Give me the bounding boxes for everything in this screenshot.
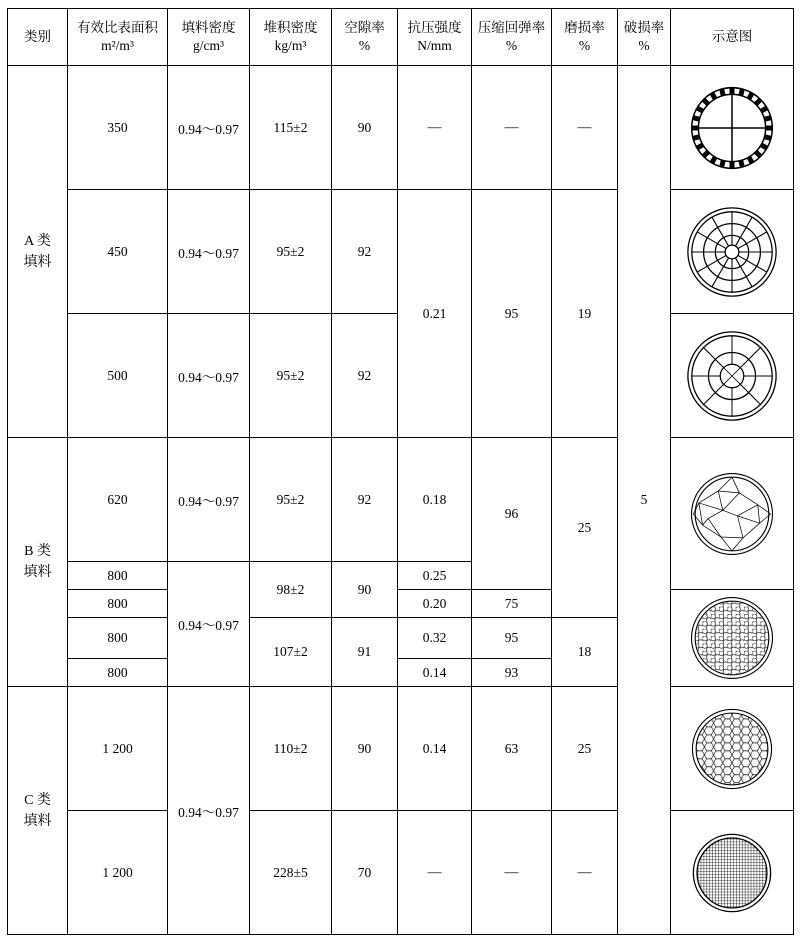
cell-area-b5: 800	[68, 659, 168, 687]
cell-area-a1: 350	[68, 66, 168, 190]
cell-density-b-merged: 0.94～0.97	[168, 562, 250, 687]
cell-strength-c2: —	[398, 811, 472, 935]
cell-wear-a1: —	[552, 66, 618, 190]
cell-rebound-b3: 75	[472, 590, 552, 618]
header-breakage-rate: 破损率 %	[618, 9, 671, 66]
cell-strength-a-merged: 0.21	[398, 190, 472, 438]
specification-table	[7, 8, 794, 935]
cell-area-c2: 1 200	[68, 811, 168, 935]
cell-area-a3: 500	[68, 314, 168, 438]
cell-density-a1: 0.94～0.97	[168, 66, 250, 190]
header-compressive-strength: 抗压强度 N/mm	[398, 9, 472, 66]
cell-rebound-a1: —	[472, 66, 552, 190]
header-compression-rebound-rate: 压缩回弹率 %	[472, 9, 552, 66]
diagram-cell-a1	[671, 66, 794, 190]
header-category: 类别	[8, 9, 68, 66]
cell-void-c2: 70	[332, 811, 398, 935]
cell-strength-c1: 0.14	[398, 687, 472, 811]
cell-area-b4: 800	[68, 618, 168, 659]
diagram-cell-a2	[671, 190, 794, 314]
document-page	[0, 8, 800, 949]
cell-void-a1: 90	[332, 66, 398, 190]
cell-void-b1: 92	[332, 438, 398, 562]
table-header-row	[8, 9, 794, 66]
cell-rebound-b-96: 96	[472, 438, 552, 590]
cell-void-a3: 92	[332, 314, 398, 438]
header-bulk-density: 堆积密度 kg/m³	[250, 9, 332, 66]
figure-honeycomb-ball-media	[672, 703, 792, 795]
cell-bulk-b1: 95±2	[250, 438, 332, 562]
figure-gear-wheel	[672, 80, 792, 176]
cell-wear-b-25: 25	[552, 438, 618, 618]
cell-bulk-a3: 95±2	[250, 314, 332, 438]
cell-strength-b4: 0.32	[398, 618, 472, 659]
figure-mesh-ball-media	[672, 468, 792, 560]
cell-bulk-a2: 95±2	[250, 190, 332, 314]
category-cell-b: B 类 填料	[8, 438, 68, 687]
header-diagram: 示意图	[671, 9, 794, 66]
header-specific-surface-area: 有效比表面积 m²/m³	[68, 9, 168, 66]
table-row	[8, 687, 794, 811]
header-wear-rate: 磨损率 %	[552, 9, 618, 66]
diagram-cell-c1	[671, 687, 794, 811]
cell-wear-b-18: 18	[552, 618, 618, 687]
category-cell-a: A 类 填料	[8, 66, 68, 438]
cell-void-a2: 92	[332, 190, 398, 314]
cell-rebound-c2: —	[472, 811, 552, 935]
table-row	[8, 811, 794, 935]
cell-strength-b5: 0.14	[398, 659, 472, 687]
cell-wear-c2: —	[552, 811, 618, 935]
cell-bulk-b4: 107±2	[250, 618, 332, 687]
cell-density-a3: 0.94～0.97	[168, 314, 250, 438]
figure-radial-ring-media	[672, 203, 792, 301]
table-row	[8, 66, 794, 190]
category-cell-c: C 类 填料	[8, 687, 68, 935]
header-void-ratio: 空隙率 %	[332, 9, 398, 66]
cell-area-c1: 1 200	[68, 687, 168, 811]
diagram-cell-c2	[671, 811, 794, 935]
cell-wear-a-merged: 19	[552, 190, 618, 438]
cell-area-b3: 800	[68, 590, 168, 618]
cell-area-b1: 620	[68, 438, 168, 562]
cell-bulk-b2: 98±2	[250, 562, 332, 618]
cell-bulk-a1: 115±2	[250, 66, 332, 190]
cell-strength-a1: —	[398, 66, 472, 190]
figure-spoked-disc-media	[672, 327, 792, 425]
cell-wear-c1: 25	[552, 687, 618, 811]
cell-breakage-rate: 5	[618, 66, 671, 935]
cell-rebound-b5: 93	[472, 659, 552, 687]
cell-density-b1: 0.94～0.97	[168, 438, 250, 562]
table-row	[8, 190, 794, 314]
diagram-cell-a3	[671, 314, 794, 438]
cell-void-b2: 90	[332, 562, 398, 618]
cell-rebound-a-merged: 95	[472, 190, 552, 438]
cell-density-a2: 0.94～0.97	[168, 190, 250, 314]
cell-area-a2: 450	[68, 190, 168, 314]
figure-fine-cell-ball-media	[672, 592, 792, 684]
table-row	[8, 438, 794, 562]
diagram-cell-b1	[671, 438, 794, 590]
cell-strength-b2: 0.25	[398, 562, 472, 590]
cell-rebound-b4: 95	[472, 618, 552, 659]
cell-void-b4: 91	[332, 618, 398, 687]
cell-density-c-merged: 0.94～0.97	[168, 687, 250, 935]
diagram-cell-b2	[671, 590, 794, 687]
cell-bulk-c1: 110±2	[250, 687, 332, 811]
cell-strength-b3: 0.20	[398, 590, 472, 618]
cell-bulk-c2: 228±5	[250, 811, 332, 935]
cell-rebound-c1: 63	[472, 687, 552, 811]
cell-strength-b1: 0.18	[398, 438, 472, 562]
header-packing-density: 填料密度 g/cm³	[168, 9, 250, 66]
cell-void-c1: 90	[332, 687, 398, 811]
figure-dense-grid-ball-media	[672, 827, 792, 919]
table-row	[8, 590, 794, 618]
cell-area-b2: 800	[68, 562, 168, 590]
